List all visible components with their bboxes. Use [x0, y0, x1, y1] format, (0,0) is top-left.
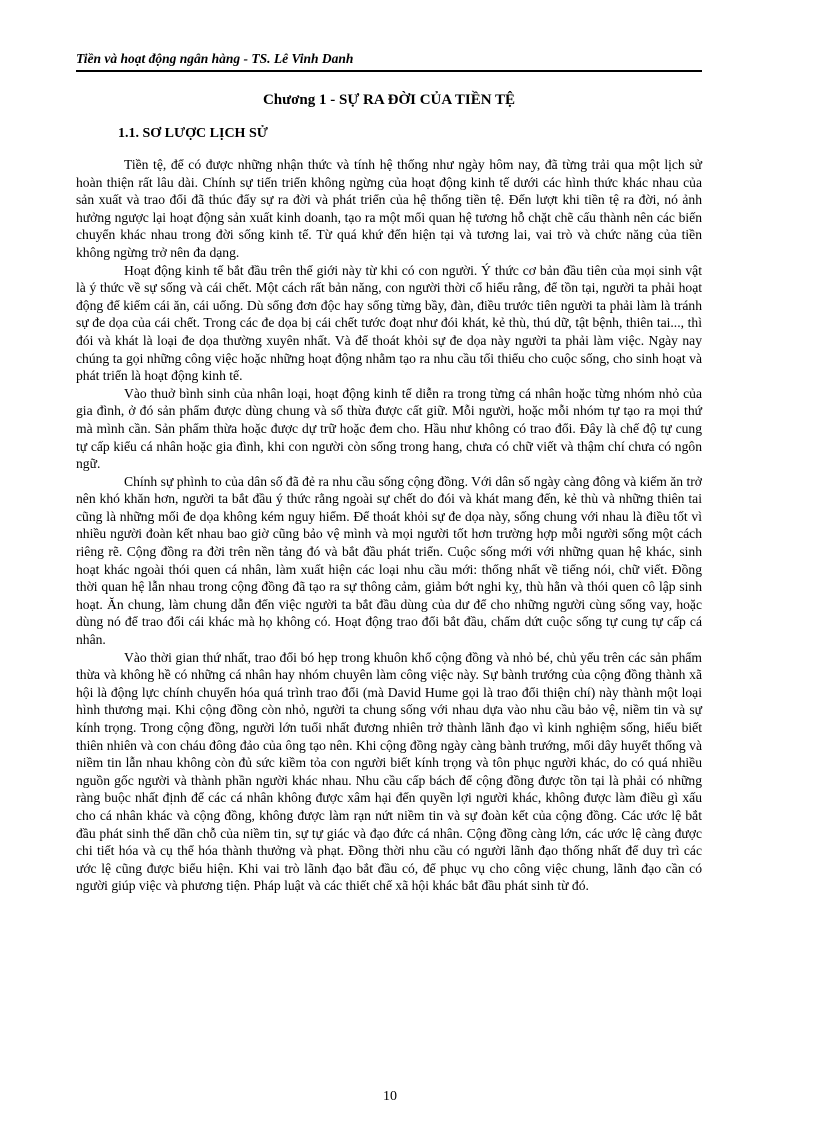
- running-header: Tiền và hoạt động ngân hàng - TS. Lê Vinh Danh: [76, 50, 702, 72]
- paragraph-2: Hoạt động kinh tế bắt đầu trên thế giới này từ khi có con người. Ý thức cơ bản đầu tiên của mọi sinh vật là ý thức về sự sống và cái chết. Một cách rất bản năng, con người thời cổ hiểu rằng, để tồn tại, người ta phải hoạt động để kiếm cái ăn, cái uống. Dù sống đơn độc hay sống từng bầy, đàn, điều trước tiên người ta phải làm là tránh sự đe dọa của cái chết. Trong các đe dọa bị cái chết tước đoạt như đói khát, kẻ thù, thú dữ, tật bệnh, thiên tai..., thì đói và khát là loại đe dọa thường xuyên nhất. Và để thoát khỏi sự đe dọa này người ta phải làm việc. Ngày nay chúng ta gọi những công việc hoặc những hoạt động nhằm tạo ra nhu cầu tối thiểu cho cuộc sống, cho sinh hoạt và phát triển là hoạt động kinh tế.: [76, 262, 702, 384]
- body-text: [76, 156, 702, 895]
- paragraph-5: Vào thời gian thứ nhất, trao đổi bó hẹp trong khuôn khổ cộng đồng và nhỏ bé, chủ yếu trên các sản phẩm thừa và không hề có những cá nhân hay nhóm chuyên làm công việc này. Sự bành trướng của cộng đồng thành xã hội là động lực chính chuyển hóa quá trình trao đổi (mà David Hume gọi là trao đổi thiện chí) này thành một loại hình thương mại. Khi cộng đồng còn nhỏ, người ta chung sống với nhau dựa vào nhu cầu bảo vệ, niềm tin và sự kính trọng. Trong cộng đồng, người lớn tuổi nhất đương nhiên trở thành lãnh đạo vì kinh nghiệm sống, hiểu biết thiên nhiên và con cháu đông đảo của ông tạo nên. Khi cộng đồng ngày càng bành trướng, mối dây huyết thống và niềm tin lẫn nhau không còn đủ sức kiềm tỏa con người biết kính trọng và tôn phục người khác, do có quá nhiều nguồn gốc người và thành phần người khác nhau. Nhu cầu cấp bách để cộng đồng được tồn tại là phải có những ràng buộc nhất định để các cá nhân không được xâm hại đến quyền lợi người khác, không được làm điều gì xấu cho cá nhân khác và cộng đồng, không được làm rạn nứt niềm tin và sự đoàn kết của cộng đồng. Các ước lệ bắt đầu phát sinh thế dần chỗ của niềm tin, sự tự giác và đạo đức cá nhân. Cộng đồng càng lớn, các ước lệ càng được chi tiết hóa và cụ thể hóa thành thưởng và phạt. Đồng thời nhu cầu có người lãnh đạo thống nhất để duy trì các ước lệ cũng được biểu hiện. Khi vai trò lãnh đạo bắt đầu có, để phục vụ cho công việc chung, lãnh đạo cần có người giúp việc và phương tiện. Pháp luật và các thiết chế xã hội khác bắt đầu phát sinh từ đó.: [76, 649, 702, 894]
- paragraph-1: Tiền tệ, để có được những nhận thức và tính hệ thống như ngày hôm nay, đã từng trải qua một lịch sử hoàn thiện rất lâu dài. Chính sự tiến triển không ngừng của hoạt động kinh tế dưới các hình thức khác nhau của sản xuất và trao đổi đã thúc đẩy sự ra đời và phát triển của hệ thống tiền tệ. Đến lượt khi tiền tệ ra đời, nó ảnh hưởng ngược lại hoạt động sản xuất kinh doanh, tạo ra một mối quan hệ tương hỗ chặt chẽ cấu thành nên các biến chuyển khác nhau trong đời sống kinh tế. Từ quá khứ đến hiện tại và tương lai, vai trò và chức năng của tiền không ngừng trở nên đa dạng.: [76, 157, 702, 260]
- paragraph-4: Chính sự phình to của dân số đã đẻ ra nhu cầu sống cộng đồng. Với dân số ngày càng đông và kiếm ăn trở nên khó khăn hơn, người ta bắt đầu ý thức rằng ngoài sự chết do đói và khát mang đến, kẻ thù và những thiên tai cũng là những mối đe dọa không kém nguy hiểm. Để thoát khỏi sự đe dọa này, sống chung với nhau là điều tốt vì nhiều người đoàn kết nhau bao giờ cũng bảo vệ mình và mọi người tốt hơn trường hợp mỗi người sống một cách riêng rẽ. Cộng đồng ra đời trên nền tảng đó và bắt đầu phát triển. Cuộc sống mới với những quan hệ khác, sinh hoạt khác ngoài thói quen cá nhân, làm xuất hiện các loại nhu cầu mới: thống nhất về tiếng nói, chữ viết. Đồng thời quan hệ lẫn nhau trong cộng đồng đã tạo ra sự thông cảm, giảm bớt nghi kỵ, thù hằn và thói quen cô lập sinh hoạt. Ăn chung, làm chung dẫn đến việc người ta bắt đầu dùng của dư để cho những người cùng sống vay, hoặc dùng nó để trao đổi cái khác mà họ không có. Hoạt động trao đổi bắt đầu, chấm dứt cuộc sống tự cung tự cấp cá nhân.: [76, 473, 702, 648]
- page-number: 10: [383, 1089, 397, 1104]
- paragraph-3: Vào thuở bình sinh của nhân loại, hoạt động kinh tế diễn ra trong từng cá nhân hoặc từng nhóm nhỏ của gia đình, ở đó sản phẩm được dùng chung và số thừa được cất giữ. Mỗi người, hoặc mỗi nhóm tự tạo ra mọi thứ mà mình cần. Sản phẩm thừa hoặc được dự trữ hoặc đem cho. Hầu như không có trao đổi. Đây là chế độ tự cung tự cấp kiểu cá nhân hoặc gia đình, khi con người còn sống trong hang, chưa có chữ viết và thậm chí chưa có ngôn ngữ.: [76, 385, 702, 472]
- chapter-title: Chương 1 - SỰ RA ĐỜI CỦA TIỀN TỆ: [262, 92, 516, 108]
- section-title: 1.1. SƠ LƯỢC LỊCH SỬ: [118, 126, 268, 141]
